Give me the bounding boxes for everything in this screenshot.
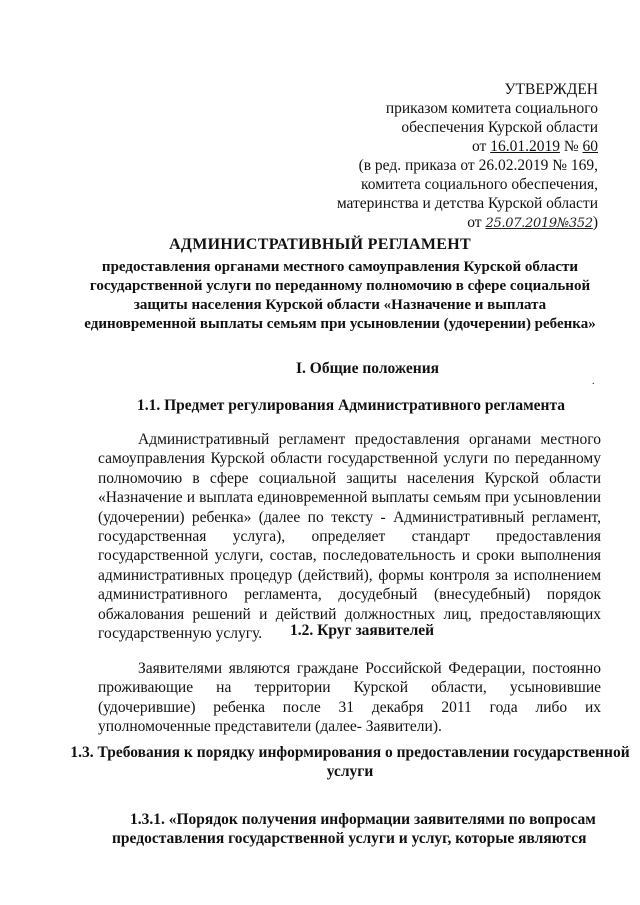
amendment-line-1: (в ред. приказа от 26.02.2019 № 169, <box>358 157 598 174</box>
approval-number: 60 <box>582 138 598 155</box>
document-title: АДМИНИСТРАТИВНЫЙ РЕГЛАМЕНТ <box>169 236 471 253</box>
approval-line-1: приказом комитета социального <box>385 100 598 117</box>
amendment-line-2: комитета социального обеспечения, <box>361 176 598 193</box>
amendment-line-3: материнства и детства Курской области <box>336 195 598 212</box>
approved-label: УТВЕРЖДЕН <box>504 81 598 98</box>
approval-line-2: обеспечения Курской области <box>401 119 598 136</box>
amendment-line-4: от 25.07.2019№352) <box>467 214 598 231</box>
approval-date-line: от 16.01.2019 № 60 <box>472 138 598 155</box>
approval-block <box>337 80 598 233</box>
section-1-2-heading: 1.2. Круг заявителей <box>290 622 435 639</box>
section-1-3-1-heading: 1.3.1. «Порядок получения информации заявителями по вопросам предоставления государственной услуги и услуг, которые являются <box>112 811 596 847</box>
handwritten-date-number: 25.07.2019№352 <box>485 216 593 231</box>
document-subtitle: предоставления органами местного самоуправления Курской области государственной услуги по переданному полномочию в сфере социальной защиты населения Курской области «Назначение и выплата единовременной выплаты семьям при усыновлении (удочерении) ребенка» <box>84 259 596 332</box>
approval-date: 16.01.2019 <box>490 138 560 155</box>
section-1-heading: I. Общие положения <box>296 360 440 377</box>
margin-dot: . <box>592 376 595 387</box>
paragraph-2: Заявителями являются граждане Российской Федерации, постоянно проживающие на территории Курской области, усыновившие (удочерившие) ребенка после 31 декабря 2011 года либо их уполномоченные представители (далее- Заявители). <box>98 660 601 736</box>
section-1-1-heading: 1.1. Предмет регулирования Административного регламента <box>137 397 566 414</box>
paragraph-1: Административный регламент предоставления органами местного самоуправления Курской области государственной услуги по переданному полномочию в сфере социальной защиты населения Курской области «Назначение и выплата единовременной выплаты семьям при усыновлении (удочерении) ребенка» (далее по тексту - Административный регламент, государственная услуга), определяет стандарт предоставления государственной услуги, состав, последовательность и сроки выполнения административных процедур (действий), формы контроля за исполнением административного регламента, досудебный (внесудебный) порядок обжалования решений и действий должностных лиц, предоставляющих государственную услугу. <box>98 431 601 643</box>
section-1-3-heading: 1.3. Требования к порядку информирования о предоставлении государственной услуги <box>70 744 630 780</box>
